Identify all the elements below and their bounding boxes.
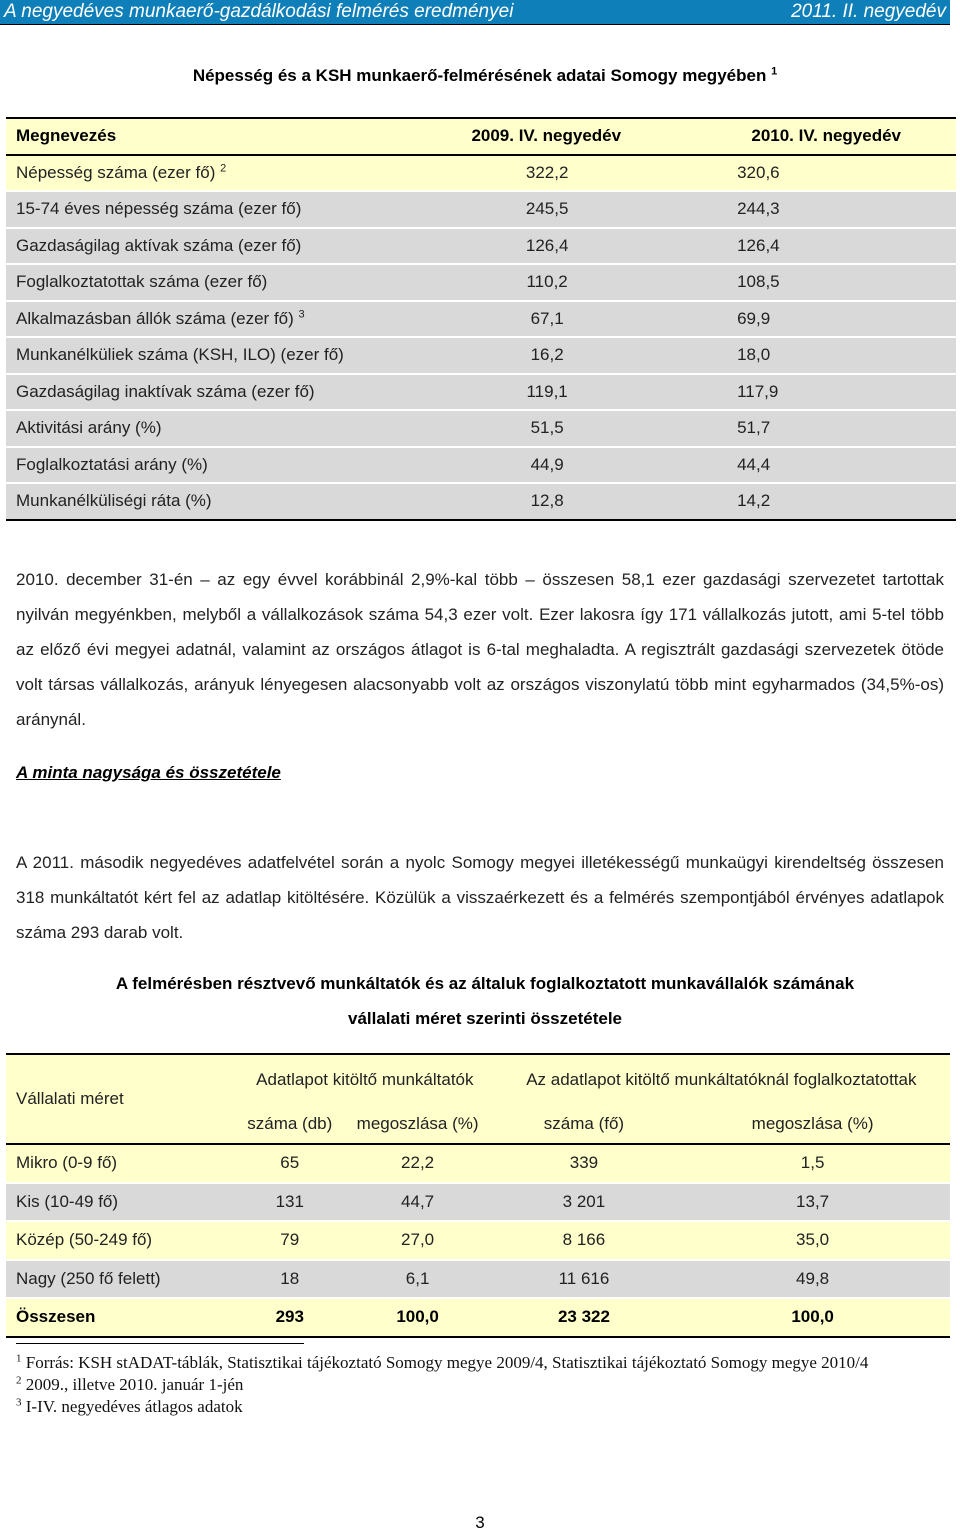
row-label: Gazdaságilag aktívak száma (ezer fő) — [6, 228, 447, 265]
row-label: Foglalkoztatási arány (%) — [6, 447, 447, 484]
row-label — [6, 155, 447, 192]
cell-value: 126,4 — [447, 228, 647, 265]
row-label: Nagy (250 fő felett) — [6, 1260, 237, 1299]
table-row — [6, 1260, 950, 1299]
cell-value: 119,1 — [447, 374, 647, 411]
column-header: megoszlása (%) — [675, 1105, 950, 1144]
cell-value: 320,6 — [647, 155, 956, 192]
cell-value: 51,7 — [647, 410, 956, 447]
row-label: Aktivitási arány (%) — [6, 410, 447, 447]
cell-value: 35,0 — [675, 1221, 950, 1260]
page-number: 3 — [475, 1513, 485, 1532]
cell-value: 22,2 — [343, 1144, 493, 1183]
population-table-title-footnote: 1 — [771, 65, 778, 78]
table-row — [6, 410, 956, 447]
cell-value: 14,2 — [647, 483, 956, 520]
cell-value: 16,2 — [447, 337, 647, 374]
header-title: A negyedéves munkaerő-gazdálkodási felmérés eredményei — [4, 1, 514, 22]
row-label: Foglalkoztatottak száma (ezer fő) — [6, 264, 447, 301]
column-header: 2009. IV. negyedév — [447, 118, 647, 155]
cell-value: 8 166 — [493, 1221, 676, 1260]
cell-value: 126,4 — [647, 228, 956, 265]
cell-value: 244,3 — [647, 191, 956, 228]
column-header: Megnevezés — [6, 118, 447, 155]
cell-value: 79 — [237, 1221, 343, 1260]
column-header: 2010. IV. negyedév — [647, 118, 956, 155]
page-header — [0, 0, 950, 25]
table-row — [6, 374, 956, 411]
body-paragraph-sample: A 2011. második negyedéves adatfelvétel során a nyolc Somogy megyei illetékességű munkaügyi kirendeltség összesen 318 munkáltatót kért fel az adatlap kitöltésére. Közülük a visszaérkezett és a felmérés szempontjából érvényes adatlapok száma 293 darab volt. — [16, 853, 944, 942]
row-label: Munkanélküliségi ráta (%) — [6, 483, 447, 520]
footnote-divider — [16, 1343, 304, 1344]
population-table — [6, 117, 956, 521]
row-footnote: 2 — [220, 162, 227, 175]
cell-value: 27,0 — [343, 1221, 493, 1260]
footnotes — [16, 1352, 946, 1418]
table-row — [6, 337, 956, 374]
column-header: megoszlása (%) — [343, 1105, 493, 1144]
row-label: Kis (10-49 fő) — [6, 1183, 237, 1222]
table-row — [6, 1183, 950, 1222]
column-header: száma (db) — [237, 1105, 343, 1144]
cell-value: 339 — [493, 1144, 676, 1183]
firm-size-table — [6, 1053, 950, 1338]
cell-value: 3 201 — [493, 1183, 676, 1222]
row-header: Vállalati méret — [6, 1054, 237, 1144]
cell-value: 100,0 — [343, 1298, 493, 1337]
row-label: Munkanélküliek száma (KSH, ILO) (ezer fő) — [6, 337, 447, 374]
cell-value: 67,1 — [447, 301, 647, 338]
cell-value: 1,5 — [675, 1144, 950, 1183]
cell-value: 245,5 — [447, 191, 647, 228]
body-paragraph-enterprises: 2010. december 31-én – az egy évvel korábbinál 2,9%-kal több – összesen 58,1 ezer gazdasági szervezetet tartottak nyilván megyénkben, melyből a vállalkozások száma 54,3 ezer volt. Ezer lakosra így 171 vállalkozás jutott, ami 5-tel több az előző évi megyei adatnál, valamint az országos átlagot is 6-tal meghaladta. A regisztrált gazdasági szervezetek ötöde volt társas vállalkozás, arányuk lényegesen alacsonyabb volt az országos viszonylatú több mint egyharmados (34,5%-os) aránynál. — [16, 570, 944, 729]
header-period: 2011. II. negyedév — [791, 1, 946, 22]
group-header-employees: Az adatlapot kitöltő munkáltatóknál foglalkoztatottak — [493, 1054, 950, 1105]
cell-value: 69,9 — [647, 301, 956, 338]
table-row — [6, 447, 956, 484]
row-label: 15-74 éves népesség száma (ezer fő) — [6, 191, 447, 228]
row-label: Közép (50-249 fő) — [6, 1221, 237, 1260]
cell-value: 49,8 — [675, 1260, 950, 1299]
cell-value: 6,1 — [343, 1260, 493, 1299]
table-row — [6, 191, 956, 228]
cell-value: 131 — [237, 1183, 343, 1222]
firm-table-title — [0, 966, 960, 1036]
population-table-title-text: Népesség és a KSH munkaerő-felmérésének adatai Somogy megyében — [192, 66, 767, 85]
firm-table-title-line2: vállalati méret szerinti összetétele — [347, 1009, 623, 1028]
footnote-number: 1 — [16, 1352, 22, 1365]
footnote-text: Forrás: KSH stADAT-táblák, Statisztikai tájékoztató Somogy megye 2009/4, Statisztikai tájékoztató Somogy megye 2010/4 — [25, 1353, 869, 1372]
cell-value: 23 322 — [493, 1298, 676, 1337]
table-row — [6, 264, 956, 301]
cell-value: 44,4 — [647, 447, 956, 484]
footnote-number: 3 — [16, 1396, 22, 1409]
table-header-row — [6, 118, 956, 155]
table-row — [6, 228, 956, 265]
footnote-number: 2 — [16, 1374, 22, 1387]
footnote-text: I-IV. negyedéves átlagos adatok — [25, 1397, 243, 1416]
section-heading: A minta nagysága és összetétele — [16, 763, 281, 782]
row-label: Mikro (0-9 fő) — [6, 1144, 237, 1183]
row-footnote: 3 — [298, 308, 305, 321]
cell-value: 65 — [237, 1144, 343, 1183]
footnote — [16, 1352, 946, 1374]
cell-value: 44,7 — [343, 1183, 493, 1222]
table-row — [6, 483, 956, 520]
cell-value: 293 — [237, 1298, 343, 1337]
cell-value: 100,0 — [675, 1298, 950, 1337]
footnote-text: 2009., illetve 2010. január 1-jén — [25, 1375, 244, 1394]
cell-value: 322,2 — [447, 155, 647, 192]
cell-value: 18,0 — [647, 337, 956, 374]
cell-value: 18 — [237, 1260, 343, 1299]
cell-value: 117,9 — [647, 374, 956, 411]
table-row — [6, 301, 956, 338]
firm-table-title-line1: A felmérésben résztvevő munkáltatók és az általuk foglalkoztatott munkavállalók számának — [115, 974, 855, 993]
cell-value: 110,2 — [447, 264, 647, 301]
row-label — [6, 301, 447, 338]
table-row — [6, 1144, 950, 1183]
table-row — [6, 155, 956, 192]
cell-value: 13,7 — [675, 1183, 950, 1222]
table-header-row — [6, 1054, 950, 1105]
table-total-row — [6, 1298, 950, 1337]
row-label-text: Népesség száma (ezer fő) — [16, 162, 216, 182]
group-header-employers: Adatlapot kitöltő munkáltatók — [237, 1054, 493, 1105]
cell-value: 12,8 — [447, 483, 647, 520]
cell-value: 44,9 — [447, 447, 647, 484]
row-label: Gazdaságilag inaktívak száma (ezer fő) — [6, 374, 447, 411]
table-row — [6, 1221, 950, 1260]
row-label-text: Alkalmazásban állók száma (ezer fő) — [16, 308, 294, 328]
population-table-title — [0, 66, 960, 86]
cell-value: 108,5 — [647, 264, 956, 301]
column-header: száma (fő) — [493, 1105, 676, 1144]
footnote — [16, 1396, 946, 1418]
cell-value: 11 616 — [493, 1260, 676, 1299]
footnote — [16, 1374, 946, 1396]
row-label: Összesen — [6, 1298, 237, 1337]
cell-value: 51,5 — [447, 410, 647, 447]
